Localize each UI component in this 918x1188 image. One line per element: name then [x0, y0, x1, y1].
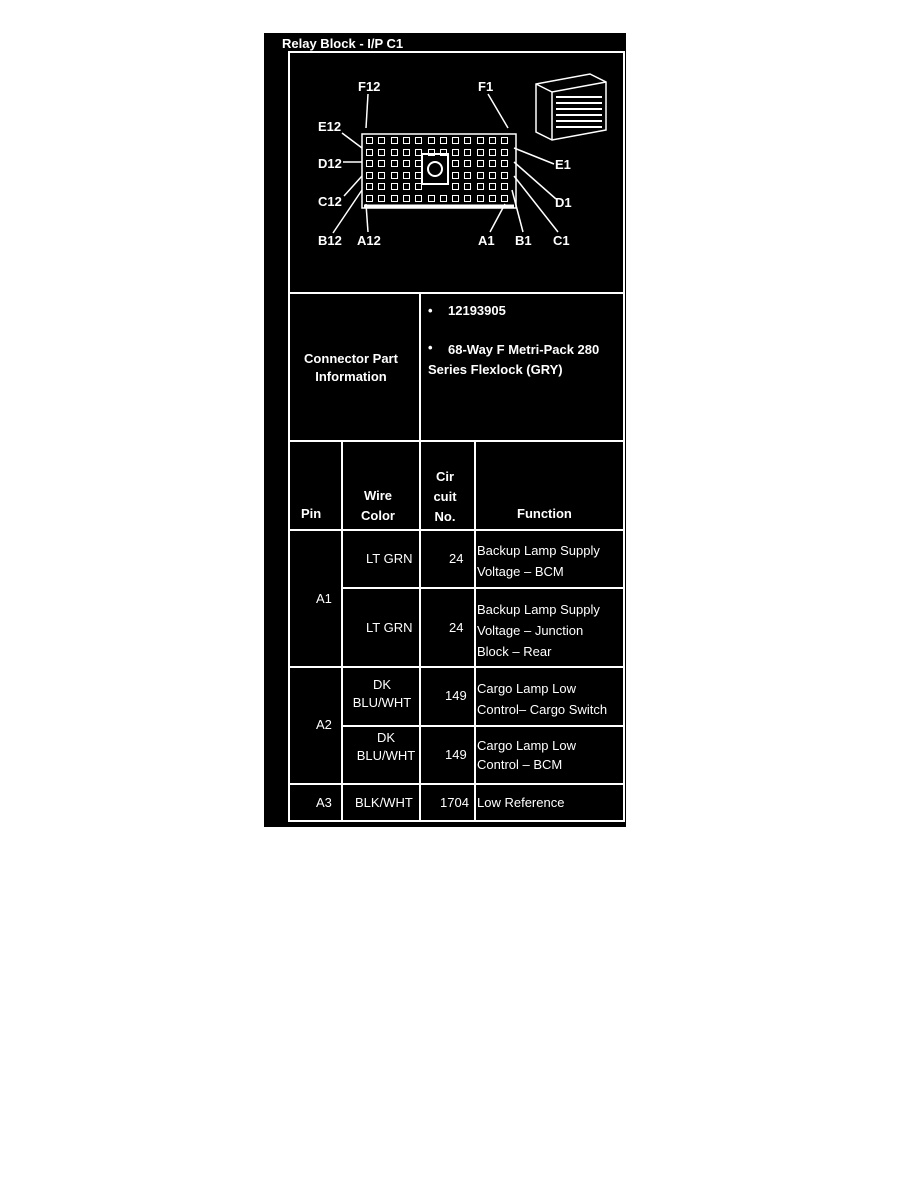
pin-cavity	[440, 149, 447, 156]
pin-cavity	[403, 149, 410, 156]
pin-cavity	[477, 149, 484, 156]
pin-cavity	[501, 149, 508, 156]
pin-cavity	[391, 172, 398, 179]
pin-cavity	[501, 172, 508, 179]
pin-cavity	[415, 172, 422, 179]
pin-cavity	[428, 149, 435, 156]
pin-cavity	[391, 160, 398, 167]
circuit-cell: 149	[445, 688, 467, 703]
pin-cavity	[366, 195, 373, 202]
pin-cavity	[391, 149, 398, 156]
pin-label-d12: D12	[318, 156, 342, 171]
pin-cavity	[391, 183, 398, 190]
pin-cavity	[403, 137, 410, 144]
pin-cavity	[464, 160, 471, 167]
pin-cavity	[428, 195, 435, 202]
pin-cavity	[464, 149, 471, 156]
pin-cavity	[464, 137, 471, 144]
pin-cavity	[452, 195, 459, 202]
pin-cavity	[378, 195, 385, 202]
pin-cavity	[403, 183, 410, 190]
table-row-divider	[288, 529, 625, 531]
pin-label-d1: D1	[555, 195, 572, 210]
wire-color-cell: BLK/WHT	[355, 795, 413, 810]
pin-cavity	[452, 183, 459, 190]
pin-cavity	[415, 160, 422, 167]
pin-cavity	[452, 149, 459, 156]
circuit-cell: 1704	[440, 795, 469, 810]
pin-cavity	[366, 137, 373, 144]
table-row-divider	[341, 725, 625, 727]
bullet: •	[428, 303, 433, 318]
pin-cavity	[452, 172, 459, 179]
pin-cell: A3	[316, 795, 332, 810]
header-wire-color: Wire Color	[361, 488, 395, 523]
pin-cavity	[378, 137, 385, 144]
pin-label-b1: B1	[515, 233, 532, 248]
table-row-divider	[341, 587, 625, 589]
pin-cavity	[366, 160, 373, 167]
function-cell: Low Reference	[477, 795, 565, 810]
pin-label-f1: F1	[478, 79, 494, 94]
pin-label-a12: A12	[357, 233, 381, 248]
pin-cavity	[464, 195, 471, 202]
table-col-divider	[474, 440, 476, 822]
connector-housing-illustration	[530, 70, 610, 142]
wire-color-cell: DK BLU/WHT	[356, 730, 416, 763]
pin-cavity	[415, 195, 422, 202]
table-row-divider	[288, 783, 625, 785]
pin-cavity	[464, 172, 471, 179]
header-circuit-no: Cir cuit No.	[433, 469, 457, 524]
function-cell: Backup Lamp Supply Voltage – BCM	[477, 543, 600, 579]
pin-label-e12: E12	[318, 119, 342, 134]
pin-cavity	[452, 137, 459, 144]
table-row-divider	[288, 666, 625, 668]
pin-cavity	[391, 195, 398, 202]
pin-cavity	[452, 160, 459, 167]
pin-cavity	[366, 149, 373, 156]
pin-cavity	[415, 149, 422, 156]
function-cell: Cargo Lamp Low Control – BCM	[477, 738, 576, 772]
wire-color-cell: LT GRN	[366, 620, 413, 635]
pin-cavity	[477, 160, 484, 167]
pin-cavity	[415, 183, 422, 190]
pin-label-c1: C1	[553, 233, 570, 248]
pin-cell: A1	[316, 591, 332, 606]
pin-cavity	[477, 172, 484, 179]
pin-cavity	[440, 137, 447, 144]
connector-info-divider	[419, 292, 421, 442]
part-number: 12193905	[448, 303, 506, 318]
connector-description: 68-Way F Metri-Pack 280 Series Flexlock (GRY)	[428, 342, 600, 377]
circuit-cell: 24	[449, 620, 464, 635]
pin-cavity	[403, 160, 410, 167]
pin-cavity	[489, 172, 496, 179]
wire-color-cell: LT GRN	[366, 551, 413, 566]
pin-cavity	[391, 137, 398, 144]
pin-cavity	[415, 137, 422, 144]
pin-cavity	[366, 172, 373, 179]
circuit-cell: 149	[445, 747, 467, 762]
pin-cavity	[501, 160, 508, 167]
pin-cavity	[501, 137, 508, 144]
pin-cavity	[477, 183, 484, 190]
pin-cavity	[477, 195, 484, 202]
pin-cell: A2	[316, 717, 332, 732]
pin-cavity	[477, 137, 484, 144]
connector-face	[360, 132, 518, 210]
pin-cavity	[489, 195, 496, 202]
pin-cavity	[378, 183, 385, 190]
table-col-divider	[341, 440, 343, 822]
header-pin: Pin	[301, 506, 322, 521]
function-cell: Backup Lamp Supply Voltage – Junction Block – Rear	[477, 602, 600, 659]
pin-cavity	[501, 183, 508, 190]
pin-cavity	[366, 183, 373, 190]
circuit-cell: 24	[449, 551, 464, 566]
pin-label-b12: B12	[318, 233, 342, 248]
pin-cavity	[489, 149, 496, 156]
pin-cavity	[378, 172, 385, 179]
pin-label-c12: C12	[318, 194, 342, 209]
pin-cavity	[428, 137, 435, 144]
pin-cavity	[440, 195, 447, 202]
pin-cavity	[501, 195, 508, 202]
pin-cavity	[464, 183, 471, 190]
pin-cavity	[489, 137, 496, 144]
function-cell: Cargo Lamp Low Control– Cargo Switch	[477, 681, 608, 717]
pin-label-f12: F12	[358, 79, 381, 94]
header-function: Function	[517, 506, 572, 521]
pin-cavity	[489, 160, 496, 167]
pin-cavity	[378, 160, 385, 167]
pin-cavity	[403, 195, 410, 202]
page-title: Relay Block - I/P C1	[282, 36, 404, 51]
connector-info-header: Connector Part Information	[304, 351, 398, 384]
wire-color-cell: DK BLU/WHT	[352, 677, 412, 710]
pin-cavity	[489, 183, 496, 190]
pin-label-e1: E1	[555, 157, 571, 172]
bullet: •	[428, 340, 433, 355]
pin-label-a1: A1	[478, 233, 495, 248]
pin-cavity	[378, 149, 385, 156]
pin-cavity	[403, 172, 410, 179]
